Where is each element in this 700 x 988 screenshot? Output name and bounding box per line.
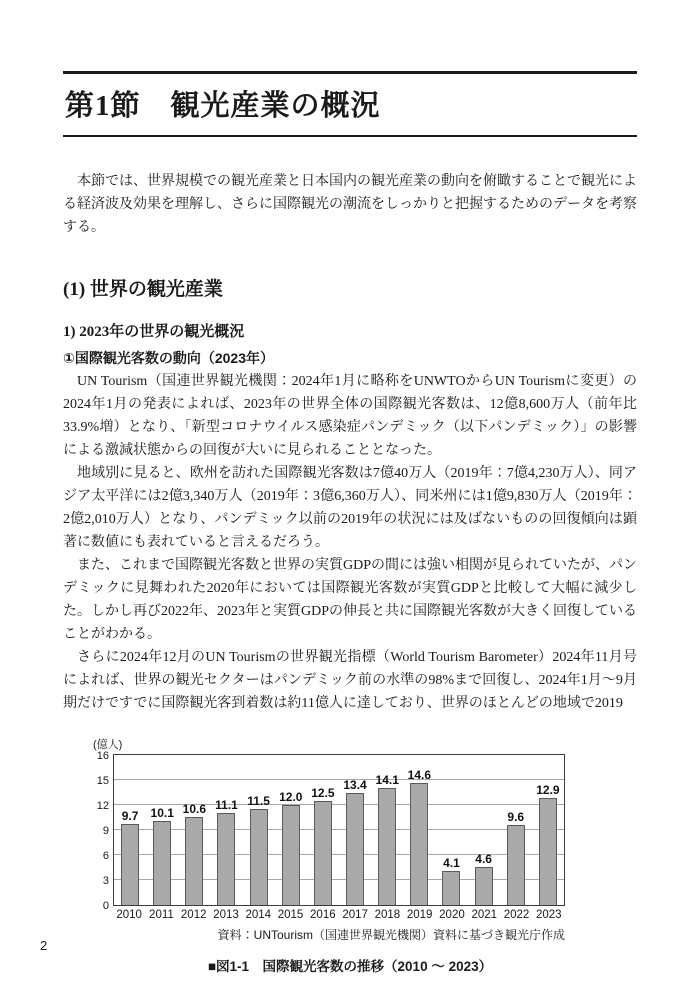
bar-column	[210, 755, 242, 905]
figure-source: 資料：UNTourism（国連世界観光機関）資料に基づき観光庁作成	[217, 928, 565, 942]
subsection-heading: 1) 2023年の世界の観光概況	[63, 324, 245, 340]
bar-value-label: 4.1	[443, 855, 460, 870]
bar	[153, 821, 171, 905]
bar-column	[339, 755, 371, 905]
bar-column	[275, 755, 307, 905]
bars-row	[114, 755, 564, 905]
y-tick-label: 12	[96, 800, 109, 812]
page-content	[63, 71, 637, 975]
chapter-title: 第1節 観光産業の概況	[65, 90, 381, 122]
subsubsection-heading: ①国際観光客数の動向（2023年）	[63, 350, 274, 366]
bar	[185, 817, 203, 905]
x-tick-label: 2022	[503, 909, 530, 921]
bar	[250, 809, 268, 905]
bar-value-label: 9.6	[507, 810, 525, 824]
bar	[314, 801, 332, 905]
bar-value-label: 4.6	[475, 851, 492, 866]
bar-column	[435, 755, 467, 905]
x-tick-label: 2023	[536, 909, 562, 921]
page-number: 2	[40, 938, 48, 953]
bar-value-label: 14.6	[407, 768, 432, 783]
bar	[282, 805, 300, 905]
bar	[507, 825, 525, 905]
x-axis	[113, 909, 565, 921]
bar	[442, 871, 460, 905]
y-axis	[93, 750, 113, 912]
body-paragraph-4: さらに2024年12月のUN Tourismの世界観光指標（World Tourism Barometer）2024年11月号によれば、世界の観光セクターはパンデミック前の水準の98%まで回復し、2024年1月～9月期だけですでに国際観光客到着数は約11億人に達しており、世界のほとんどの地域で2019	[63, 650, 637, 711]
gridline	[114, 779, 564, 780]
bar-column	[468, 755, 500, 905]
bar-column	[532, 755, 564, 905]
x-tick-label: 2010	[116, 909, 142, 921]
bar-column	[403, 755, 435, 905]
chart-plot-row	[93, 750, 565, 912]
bar-value-label: 12.9	[536, 782, 560, 797]
bar-column	[243, 755, 275, 905]
body-paragraph-2: 地域別に見ると、欧州を訪れた国際観光客数は7億40万人（2019年：7億4,230万人）、同アジア太平洋には2億3,340万人（2019年：3億6,360万人）、同米州には1億9,830万人（2019年：2億2,010万人）となり、パンデミック以前の2019年の状況には及ばないものの回復傾向は顕著に数値にも表れていると言えるだろう。	[63, 466, 637, 550]
bar	[217, 813, 235, 906]
bar-value-label: 12.0	[279, 790, 303, 804]
y-tick-label: 6	[102, 850, 109, 862]
bar-value-label: 9.7	[121, 809, 139, 824]
bar-column	[371, 755, 403, 905]
y-tick-label: 0	[102, 900, 109, 912]
figure-1-1	[93, 736, 565, 943]
bar	[410, 783, 428, 905]
bar	[346, 793, 364, 905]
bar	[475, 867, 493, 905]
bar	[121, 824, 139, 905]
bar-value-label: 11.5	[247, 794, 270, 809]
section-heading: (1) 世界の観光産業	[63, 279, 223, 300]
x-tick-label: 2015	[277, 909, 304, 921]
gridline	[114, 854, 564, 855]
bar-column	[114, 755, 146, 905]
x-tick-label: 2018	[374, 909, 401, 921]
bar-value-label: 10.1	[150, 805, 174, 820]
x-tick-label: 2014	[245, 909, 272, 921]
bar-value-label: 14.1	[375, 772, 399, 787]
y-tick-label: 3	[102, 875, 109, 887]
bar-column	[307, 755, 339, 905]
bar	[539, 798, 557, 906]
x-tick-label: 2016	[310, 909, 336, 921]
x-tick-label: 2011	[149, 909, 174, 921]
bar	[378, 788, 396, 906]
body-paragraph-3: また、これまで国際観光客数と世界の実質GDPの間には強い相関が見られていたが、パンデミックに見舞われた2020年においては国際観光客数が実質GDPと比較して大幅に減少した。しかし再び2022年、2023年と実質GDPの伸長と共に国際観光客数が大きく回復していることがわかる。	[63, 558, 638, 642]
bar-value-label: 11.1	[215, 797, 238, 812]
x-tick-label: 2019	[406, 909, 433, 921]
x-tick-label: 2012	[180, 909, 207, 921]
y-tick-label: 9	[102, 825, 109, 837]
x-tick-label: 2021	[471, 909, 498, 921]
bar-value-label: 12.5	[311, 785, 335, 800]
chapter-title-block	[63, 71, 637, 137]
bar-value-label: 10.6	[182, 801, 207, 816]
bar-column	[500, 755, 532, 905]
intro-paragraph: 本節では、世界規模での観光産業と日本国内の観光産業の動向を俯瞰することで観光による経済波及効果を理解し、さらに国際観光の潮流をしっかりと把握するためのデータを考察する。	[63, 174, 637, 235]
figure-caption: ■図1-1 国際観光客数の推移（2010 ～ 2023）	[207, 959, 493, 974]
y-tick-label-top: 16	[96, 750, 109, 762]
bar-column	[146, 755, 178, 905]
bar-value-label: 13.4	[343, 778, 367, 793]
bar-column	[178, 755, 210, 905]
x-tick-label: 2020	[439, 909, 465, 921]
plot-area	[113, 754, 565, 906]
x-tick-label: 2017	[342, 909, 368, 921]
y-tick-label: 15	[96, 775, 109, 787]
gridline	[114, 879, 564, 880]
body-paragraph-1: UN Tourism（国連世界観光機関：2024年1月に略称をUNWTOからUN Tourismに変更）の2024年1月の発表によれば、2023年の世界全体の国際観光客数は、12億8,600万人（前年比33.9%増）となり、「新型コロナウイルス感染症パンデミック（以下パンデミック）」の影響による激減状態からの回復が大いに見られることとなった。	[63, 374, 637, 458]
gridline	[114, 829, 564, 830]
gridline	[114, 804, 564, 805]
x-tick-label: 2013	[213, 909, 239, 921]
y-axis-unit-label: (億人)	[93, 739, 123, 751]
